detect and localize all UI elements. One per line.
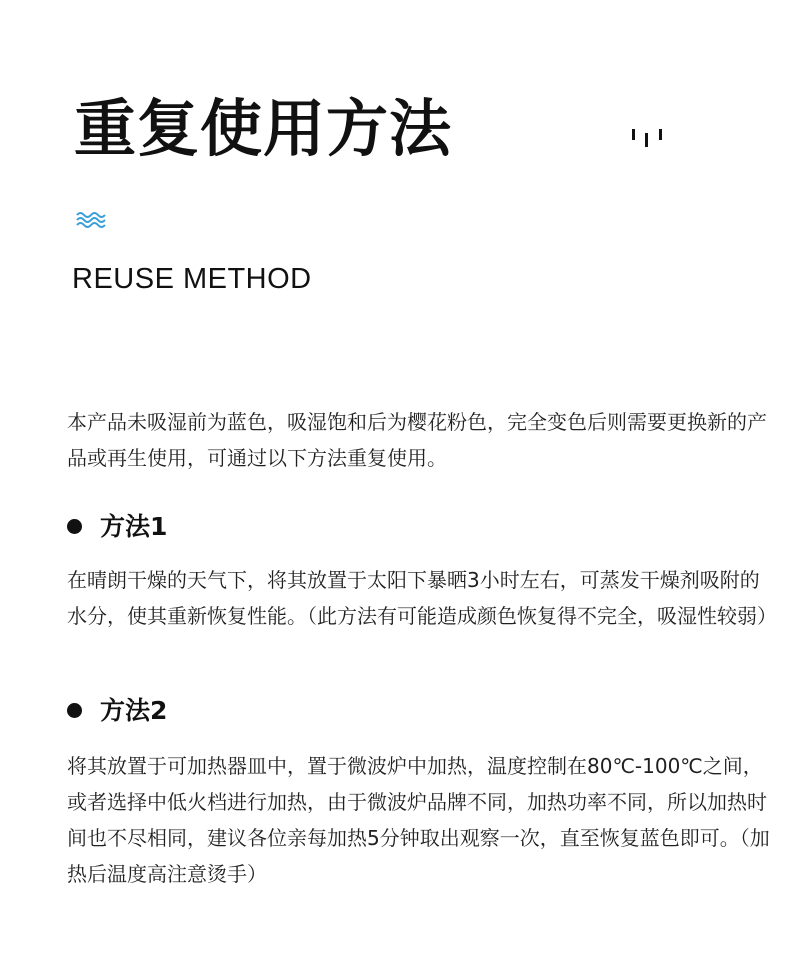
- method-1-text: 在晴朗干燥的天气下，将其放置于太阳下暴晒3小时左右，可蒸发干燥剂吸附的水分，使其重新恢复性能。（此方法有可能造成颜色恢复得不完全，吸湿性较弱）: [67, 568, 777, 628]
- intro-paragraph: 本产品未吸湿前为蓝色，吸湿饱和后为樱花粉色，完全变色后则需要更换新的产品或再生使用，可通过以下方法重复使用。: [67, 410, 767, 470]
- quote-tick-icon: [630, 127, 666, 149]
- method-2-heading: [67, 698, 167, 723]
- method-1-heading: [67, 514, 167, 539]
- water-wave-icon: [76, 211, 108, 229]
- bullet-dot-icon: [67, 703, 82, 718]
- method-1-title: 方法1: [100, 512, 168, 541]
- page-subtitle: REUSE METHOD: [72, 263, 312, 295]
- method-2-title: 方法2: [100, 696, 168, 725]
- page-title: 重复使用方法: [74, 92, 453, 165]
- bullet-dot-icon: [67, 519, 82, 534]
- method-2-text: 将其放置于可加热器皿中，置于微波炉中加热，温度控制在80℃-100℃之间，或者选择中低火档进行加热，由于微波炉品牌不同，加热功率不同，所以加热时间也不尽相同，建议各位亲每加热5分钟取出观察一次，直至恢复蓝色即可。（加热后温度高注意烫手）: [67, 754, 770, 886]
